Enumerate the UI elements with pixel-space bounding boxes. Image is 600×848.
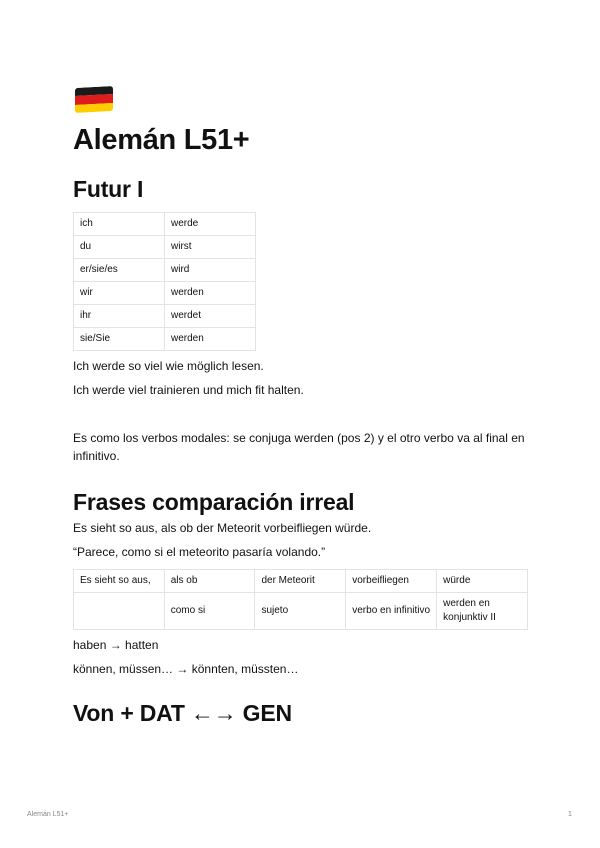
table-cell: vorbeifliegen — [346, 570, 437, 593]
table-cell: werden en konjunktiv II — [437, 593, 528, 630]
table-cell: du — [74, 236, 165, 259]
table-cell — [74, 593, 165, 630]
frases-example-de: Es sieht so aus, als ob der Meteorit vorbeifliegen würde. — [73, 521, 372, 535]
table-cell: verbo en infinitivo — [346, 593, 437, 630]
frases-structure-table — [73, 569, 528, 630]
table-cell: Es sieht so aus, — [74, 570, 165, 593]
table-cell: ihr — [74, 305, 165, 328]
table-cell: wir — [74, 282, 165, 305]
table-cell: sujeto — [255, 593, 346, 630]
table-row — [74, 236, 256, 259]
table-cell: werde — [165, 213, 256, 236]
rule-modal: können, müssen… → könnten, müssten… — [73, 662, 299, 676]
futur-conjugation-table — [73, 212, 256, 351]
rule-haben: haben → hatten — [73, 638, 159, 652]
table-cell: ich — [74, 213, 165, 236]
flag-stripe-gold — [75, 103, 113, 113]
page-title: Alemán L51+ — [73, 124, 250, 156]
table-cell: como si — [164, 593, 255, 630]
table-cell: der Meteorit — [255, 570, 346, 593]
page-content — [73, 84, 528, 728]
table-row — [74, 305, 256, 328]
table-row — [74, 282, 256, 305]
futur-example-2: Ich werde viel trainieren und mich fit halten. — [73, 383, 304, 397]
table-row — [74, 328, 256, 351]
table-cell: werden — [165, 328, 256, 351]
frases-example-es: “Parece, como si el meteorito pasaría volando.” — [73, 545, 326, 559]
heading-von: Von + DAT ←→ GEN — [73, 700, 292, 726]
german-flag-icon — [75, 86, 113, 113]
table-cell: würde — [437, 570, 528, 593]
table-row — [74, 593, 528, 630]
footer-page-number: 1 — [568, 811, 572, 818]
table-cell: er/sie/es — [74, 259, 165, 282]
heading-frases: Frases comparación irreal — [73, 489, 355, 515]
table-cell: wird — [165, 259, 256, 282]
table-cell: sie/Sie — [74, 328, 165, 351]
futur-example-1: Ich werde so viel wie möglich lesen. — [73, 359, 264, 373]
table-row — [74, 570, 528, 593]
footer-title: Alemán L51+ — [27, 811, 69, 818]
table-row — [74, 259, 256, 282]
table-cell: werdet — [165, 305, 256, 328]
futur-note: Es como los verbos modales: se conjuga werden (pos 2) y el otro verbo va al final en infinitivo. — [73, 431, 525, 463]
table-row — [74, 213, 256, 236]
table-cell: werden — [165, 282, 256, 305]
table-cell: als ob — [164, 570, 255, 593]
heading-futur: Futur I — [73, 176, 144, 202]
table-cell: wirst — [165, 236, 256, 259]
